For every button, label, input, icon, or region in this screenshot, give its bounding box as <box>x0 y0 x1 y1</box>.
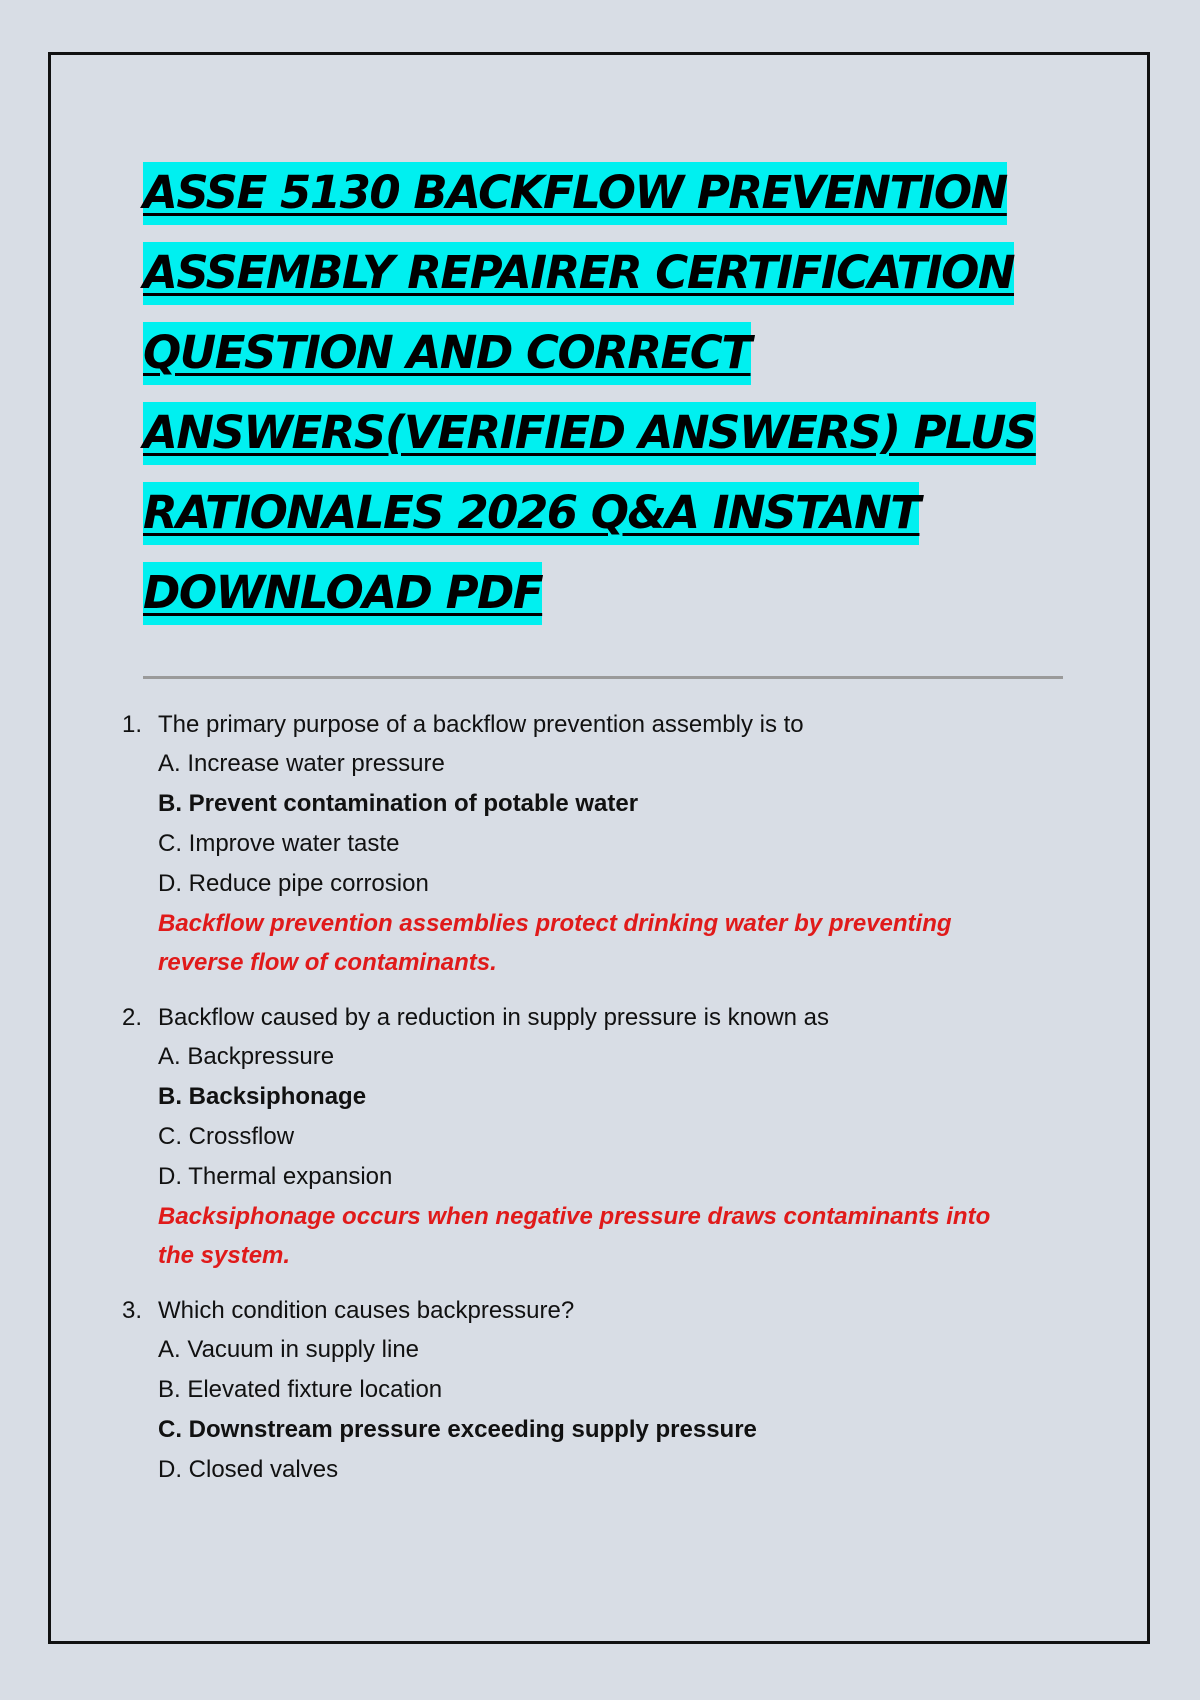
rationale-text: Backflow prevention assemblies protect drinking water by preventing reverse flow of contaminants. <box>158 910 952 976</box>
question-item <box>122 705 1052 982</box>
question-item <box>122 1291 1052 1490</box>
rationale-text: Backsiphonage occurs when negative pressure draws contaminants into the system. <box>158 1203 991 1269</box>
title-line: ASSEMBLY REPAIRER CERTIFICATION <box>143 233 1043 313</box>
title-line: ANSWERS(VERIFIED ANSWERS) PLUS <box>143 393 1043 473</box>
question-number: 1. <box>122 711 143 738</box>
title-line: ASSE 5130 BACKFLOW PREVENTION <box>143 153 1043 233</box>
title-line: QUESTION AND CORRECT <box>143 313 1043 393</box>
title-line: RATIONALES 2026 Q&A INSTANT <box>143 473 1043 553</box>
document-title <box>143 153 1043 633</box>
correct-answer-option: B. Prevent contamination of potable water <box>158 790 639 817</box>
question-text: Which condition causes backpressure? <box>158 1297 575 1324</box>
answer-option: D. Thermal expansion <box>158 1163 393 1190</box>
correct-answer-option: C. Downstream pressure exceeding supply pressure <box>158 1416 757 1443</box>
question-list <box>122 705 1052 1506</box>
question-text: Backflow caused by a reduction in supply pressure is known as <box>158 1004 830 1031</box>
answer-option: D. Closed valves <box>158 1456 339 1483</box>
question-number: 3. <box>122 1297 143 1324</box>
answer-option: D. Reduce pipe corrosion <box>158 870 429 897</box>
title-line: DOWNLOAD PDF <box>143 553 1043 633</box>
answer-option: A. Vacuum in supply line <box>158 1336 420 1363</box>
answer-option: C. Crossflow <box>158 1123 295 1150</box>
answer-option: A. Increase water pressure <box>158 750 445 777</box>
answer-option: C. Improve water taste <box>158 830 400 857</box>
correct-answer-option: B. Backsiphonage <box>158 1083 367 1110</box>
answer-option: A. Backpressure <box>158 1043 335 1070</box>
divider <box>143 676 1063 679</box>
question-number: 2. <box>122 1004 143 1031</box>
answer-option: B. Elevated fixture location <box>158 1376 443 1403</box>
question-text: The primary purpose of a backflow prevention assembly is to <box>158 711 804 738</box>
question-item <box>122 998 1052 1275</box>
